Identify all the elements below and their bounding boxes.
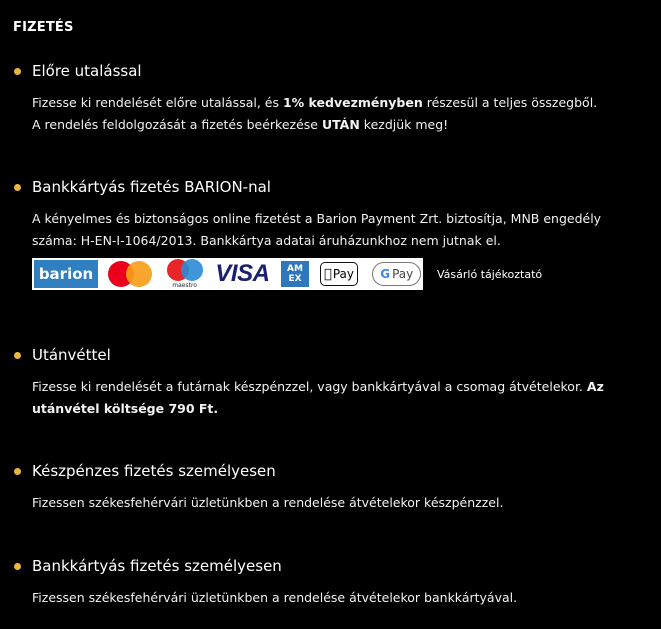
payment-method-cod [14,344,654,420]
payment-logos-strip [32,258,423,290]
bullet-icon [14,184,21,191]
payment-method-prepay [14,60,654,136]
desc-text: kezdjük meg! [359,117,449,132]
mastercard-icon [108,260,153,288]
desc-text: A rendelés feldolgozását a fizetés beérkezése [32,117,322,132]
section-heading: FIZETÉS [13,20,74,35]
bullet-icon [14,68,21,75]
desc-bold-cost: Az utánvétel költsége 790 Ft. [32,379,604,416]
payment-method-barion [14,176,654,290]
method-description [32,376,647,420]
apple-pay-icon: Pay [320,262,359,286]
method-description [32,92,654,136]
customer-info-link[interactable]: Vásárló tájékoztató [437,267,543,281]
visa-logo: VISA [215,260,270,287]
barion-logo: barion [34,260,98,288]
method-title: Bankkártyás fizetés személyesen [32,557,282,575]
google-pay-icon: G Pay [372,262,421,286]
amex-icon: AM EX [281,261,308,287]
method-title: Bankkártyás fizetés BARION-nal [32,178,271,196]
bullet-icon [14,563,21,570]
method-description: A kényelmes és biztonságos online fizetést a Barion Payment Zrt. biztosítja, MNB engedély száma: H-EN-I-1064/2013. Bankkártya adatai áruházunkhoz nem jutnak el. [32,211,602,248]
desc-text: részesül a teljes összegből. [422,95,598,110]
bullet-icon [14,468,21,475]
desc-text: Fizesse ki rendelését a futárnak készpénzzel, vagy bankkártyával a csomag átvételekor. [32,379,587,394]
desc-text: Fizesse ki rendelését előre utalással, és [32,95,283,110]
method-description: Fizessen székesfehérvári üzletünkben a rendelése átvételekor készpénzzel. [32,495,504,510]
maestro-icon: maestro [165,259,204,289]
method-title: Előre utalással [32,62,142,80]
payment-logos-row [32,258,654,290]
method-description: Fizessen székesfehérvári üzletünkben a rendelése átvételekor bankkártyával. [32,590,518,605]
desc-bold-discount: 1% kedvezményben [282,95,423,110]
method-title: Utánvéttel [32,346,111,364]
payment-method-cash-in-person [14,460,654,514]
bullet-icon [14,352,21,359]
payment-method-card-in-person [14,555,654,609]
method-title: Készpénzes fizetés személyesen [32,462,276,480]
desc-bold-after: UTÁN [321,117,360,132]
